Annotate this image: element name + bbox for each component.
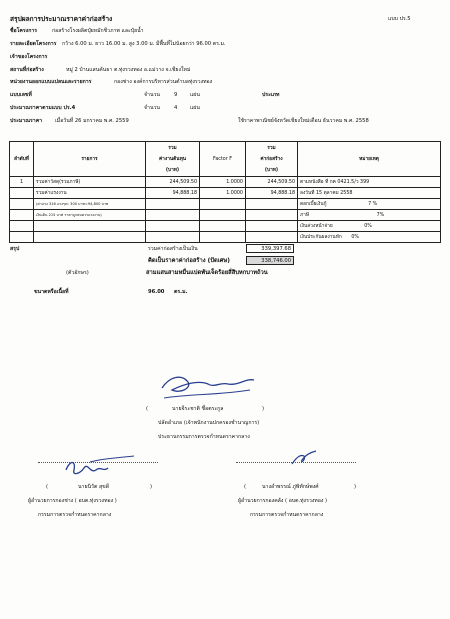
estimate-count-value: 4	[174, 105, 178, 111]
chair-name: นายจีระชาติ ชื่อตระกูล	[172, 406, 224, 412]
table-header-row	[10, 142, 441, 177]
remark-label: ภาษี	[300, 213, 310, 218]
estimate-date-value: เมื่อวันที่ 26 มกราคม พ.ศ. 2559	[55, 118, 129, 124]
words-value: สามแสนสามหมื่นแปดพันเจ็ดร้อยสี่สิบหกบาทถ้วน	[146, 270, 268, 276]
row-no	[10, 210, 34, 221]
row-remark	[298, 232, 441, 243]
remark-label: เงินล่วงหน้าจ่าย	[300, 224, 333, 229]
cost-summary-table	[9, 141, 441, 243]
header-cost-line2: ค่างานต้นทุน	[158, 157, 187, 162]
row-cost	[146, 221, 200, 232]
remark-value: 0%	[364, 224, 372, 229]
estimate-form-label: ประมาณราคาตามแบบ ปร.4	[10, 105, 76, 111]
row-remark	[298, 199, 441, 210]
plan-count-label: จำนวน	[144, 92, 160, 98]
header-total-line1: รวม	[267, 146, 276, 151]
row-total: 244,509.50	[246, 177, 298, 188]
plan-no-label: แบบเลขที่	[10, 92, 32, 98]
plan-sheets-unit: แผ่น	[190, 92, 200, 98]
area-value: 96.00	[148, 289, 165, 295]
header-total	[246, 142, 298, 177]
area-unit: ตร.ม.	[174, 289, 188, 295]
row-factor: 1.0000	[200, 177, 246, 188]
row-total: 94,888.18	[246, 188, 298, 199]
table-row	[10, 232, 441, 243]
rounded-label: คิดเป็นราคาค่าก่อสร้าง (ปัดเศษ)	[148, 258, 230, 264]
remark-label: เงินประกันผลงานหัก	[300, 235, 342, 240]
row-cost	[146, 232, 200, 243]
right-role-1: ผู้อำนวยการกองคลัง ( อบต.ทุ่งรวงทอง )	[238, 498, 328, 504]
header-total-line3: (บาท)	[264, 168, 279, 173]
row-no	[10, 199, 34, 210]
price-reference: ใช้ราคาพาณิชย์จังหวัดเชียงใหม่เดือน ธันวาคม พ.ศ. 2558	[238, 118, 369, 124]
left-role-2: กรรมการตรวจกำหนดราคากลาง	[38, 512, 112, 518]
header-no: ลำดับที่	[10, 142, 34, 177]
owner-label: เจ้าของโครงการ	[10, 54, 48, 60]
remark-value: 7 %	[368, 202, 378, 207]
row-item	[34, 232, 146, 243]
header-cost	[146, 142, 200, 177]
remark-value: 0%	[351, 235, 359, 240]
left-role-1: ผู้อำนวยการกองช่าง ( อบต.ทุ่งรวงทอง )	[28, 498, 117, 504]
row-total	[246, 199, 298, 210]
row-cost: 244,509.50	[146, 177, 200, 188]
row-item	[34, 221, 146, 232]
type-label: ประเภท	[262, 92, 280, 98]
row-remark: ลงวันที่ 15 ตุลาคม 2558	[298, 188, 441, 199]
table-row	[10, 210, 441, 221]
design-unit-value: กองช่าง องค์การบริหารส่วนตำบลทุ่งรวงทอง	[114, 79, 213, 85]
row-total	[246, 221, 298, 232]
row-factor	[200, 199, 246, 210]
remark-label: ดอกเบี้ยเงินกู้	[300, 202, 327, 207]
form-code: แบบ ปร.5	[388, 16, 411, 22]
right-paren-open: (	[244, 484, 247, 490]
rounded-value: 338,746.00	[246, 256, 294, 265]
sum-value: 339,397.68	[246, 244, 294, 253]
right-paren-close: )	[354, 484, 357, 490]
chair-role-1: ปลัดอำเภอ (เจ้าพนักงานปกครองชำนาญการ)	[158, 420, 260, 426]
table-row	[10, 199, 441, 210]
row-cost	[146, 210, 200, 221]
table-row	[10, 188, 441, 199]
row-remark: ตามหนังสือ ที่ กค 0421.5/ว 399	[298, 177, 441, 188]
right-signature	[284, 448, 324, 470]
document-title: สรุปผลการประมาณราคาค่าก่อสร้าง	[10, 15, 113, 23]
project-value: ก่อสร้างโรงผลิตปุ๋ยหมักชีวภาพ และปุ๋ยน้ำ	[52, 28, 144, 34]
design-unit-label: หน่วยงานออกแบบแปลนและรายการ	[10, 79, 92, 85]
row-total	[246, 232, 298, 243]
site-label: สถานที่ก่อสร้าง	[10, 67, 44, 73]
summary-label: สรุป	[10, 246, 20, 252]
detail-value: กว้าง 6.00 ม. ยาว 16.00 ม. สูง 3.00 ม. มีพื้นที่ไม่น้อยกว่า 96.00 ตร.ม.	[62, 41, 226, 47]
sum-label: รวมค่าก่อสร้างเป็นเงิน	[148, 246, 198, 252]
right-name: นางอำพรรณ์ ภู่พิทักษ์พงศ์	[262, 484, 319, 490]
row-remark	[298, 221, 441, 232]
row-factor	[200, 221, 246, 232]
row-cost	[146, 199, 200, 210]
chair-paren-open: (	[146, 406, 149, 412]
header-item: รายการ	[34, 142, 146, 177]
row-remark	[298, 210, 441, 221]
left-name: นายนิวัต สุขดี	[78, 484, 110, 490]
row-no	[10, 188, 34, 199]
table-row	[10, 177, 441, 188]
row-factor: 1.0000	[200, 188, 246, 199]
header-factor: Factor F	[200, 142, 246, 177]
row-factor	[200, 232, 246, 243]
estimate-sheets-unit: แผ่น	[190, 105, 200, 111]
left-paren-open: (	[46, 484, 49, 490]
detail-label: รายละเอียดโครงการ	[10, 41, 57, 47]
site-value: หมู่ 2 บ้านแสนคันธา ต.ทุ่งรวงทอง อ.แม่วาง จ.เชียงใหม่	[66, 67, 191, 73]
row-factor	[200, 210, 246, 221]
remark-value: 7%	[376, 213, 385, 218]
estimate-date-label: ประมาณราคา	[10, 118, 43, 124]
estimate-count-label: จำนวน	[144, 105, 160, 111]
row-cost: 94,888.18	[146, 188, 200, 199]
row-item: (ค่าแรง 316 แรงๆละ 300 บาท=94,800 บาท	[34, 199, 146, 210]
row-no	[10, 221, 34, 232]
chair-signature	[150, 368, 270, 404]
project-label: ชื่อโครงการ	[10, 28, 38, 34]
row-no	[10, 232, 34, 243]
row-item: รวมค่าแรงงาน	[34, 188, 146, 199]
right-role-2: กรรมการตรวจกำหนดราคากลาง	[250, 512, 324, 518]
chair-paren-close: )	[262, 406, 265, 412]
row-total	[246, 210, 298, 221]
plan-count-value: 9	[174, 92, 178, 98]
left-paren-close: )	[150, 484, 153, 490]
row-item: รวมค่าวัสดุ(รวมภาษี)	[34, 177, 146, 188]
chair-role-2: ประธานกรรมการตรวจกำหนดราคากลาง	[158, 434, 250, 440]
row-item: เงินเดิน 215 บาท ราคาถูกสมควรแรงงาน)	[34, 210, 146, 221]
header-cost-line3: (บาท)	[165, 168, 180, 173]
area-label: ขนาดหรือเนื้อที่	[34, 289, 69, 295]
header-remark: หมายเหตุ	[298, 142, 441, 177]
row-no: 1	[10, 177, 34, 188]
header-total-line2: ค่าก่อสร้าง	[260, 157, 283, 162]
table-row	[10, 221, 441, 232]
words-label: (ตัวอักษร)	[66, 270, 89, 276]
left-signature	[60, 452, 140, 482]
header-cost-line1: รวม	[168, 146, 177, 151]
